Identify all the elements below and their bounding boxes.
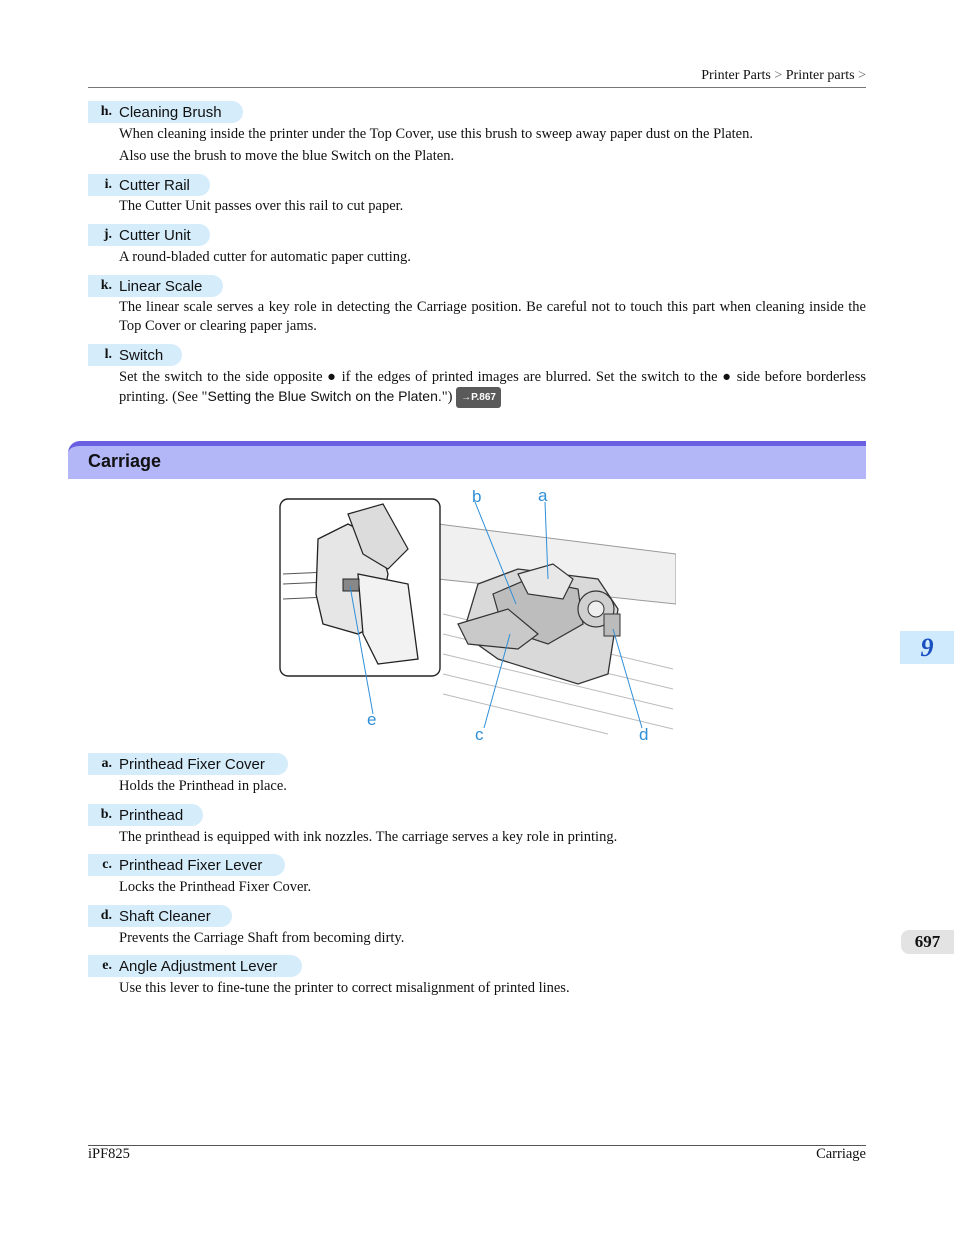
item-description: A round-bladed cutter for automatic paper cutting. [119,249,411,265]
page-reference-badge[interactable]: →P.867 [456,387,501,408]
chapter-tab[interactable]: 9 [900,631,954,664]
carriage-illustration [278,484,676,744]
item-letter: j. [103,227,112,242]
item-heading-cutter-rail [88,174,210,196]
desc-text: Set the switch to the side opposite ● if the edges of printed images are blurred. Set the switch to the ● side before borderless printing. (See " [119,369,866,405]
item-description: Use this lever to fine-tune the printer to correct misalignment of printed lines. [119,980,570,996]
item-heading-shaft-cleaner [88,905,232,927]
item-heading-printhead-fixer-cover [88,753,288,775]
section-title: Carriage [88,451,162,471]
item-description: Prevents the Carriage Shaft from becoming dirty. [119,930,405,946]
desc-line: Also use the brush to move the blue Switch on the Platen. [119,148,455,164]
item-description: The linear scale serves a key role in detecting the Carriage position. Be careful not to touch this part when cleaning inside the Top Cover or clearing paper jams. [119,299,866,334]
item-title: Cutter Rail [119,176,190,194]
item-title: Linear Scale [119,277,203,295]
item-title: Printhead Fixer Lever [119,856,263,874]
item-heading-linear-scale [88,275,223,297]
item-heading-printhead-fixer-lever [88,854,285,876]
item-heading-cleaning-brush [88,101,243,123]
item-description [119,125,866,166]
item-heading-switch [88,344,182,366]
item-heading-printhead [88,804,203,826]
item-description: The Cutter Unit passes over this rail to cut paper. [119,198,404,214]
item-title: Printhead Fixer Cover [119,755,265,773]
cross-reference-link[interactable]: Setting the Blue Switch on the Platen. [207,388,442,404]
desc-text: ") [441,389,453,405]
item-title: Switch [119,346,164,364]
footer-section: Carriage [816,1146,866,1162]
footer-model: iPF825 [88,1146,130,1162]
item-letter: c. [102,857,112,872]
breadcrumb [701,68,866,84]
item-letter: a. [101,756,112,771]
item-letter: e. [102,958,112,973]
desc-line: When cleaning inside the printer under the Top Cover, use this brush to sweep away paper dust on the Platen. [119,126,753,142]
footer-divider [88,1145,866,1146]
item-description [119,368,866,408]
item-letter: h. [100,104,112,119]
item-title: Cutter Unit [119,226,191,244]
callout-label-a: a [538,486,548,505]
item-description: Locks the Printhead Fixer Cover. [119,879,312,895]
item-description: The printhead is equipped with ink nozzles. The carriage serves a key role in printing. [119,829,618,845]
item-title: Cleaning Brush [119,103,222,121]
item-title: Printhead [119,806,184,824]
header-divider [88,87,866,88]
breadcrumb-item[interactable]: Printer Parts [701,68,771,83]
breadcrumb-item[interactable]: Printer parts [785,68,855,83]
item-letter: d. [100,908,112,923]
item-heading-cutter-unit [88,224,210,246]
item-letter: b. [100,807,112,822]
breadcrumb-separator: > [774,68,783,83]
callout-label-c: c [475,725,484,744]
item-description: Holds the Printhead in place. [119,778,287,794]
callout-label-b: b [472,487,482,506]
item-letter: l. [104,347,112,362]
breadcrumb-separator: > [858,68,866,83]
item-letter: i. [104,177,112,192]
item-title: Angle Adjustment Lever [119,957,278,975]
item-heading-angle-adjustment-lever [88,955,302,977]
callout-label-d: d [639,725,649,744]
callout-label-e: e [367,710,377,729]
item-title: Shaft Cleaner [119,907,211,925]
page-number: 697 [901,930,954,954]
section-header-bar [68,441,866,479]
item-letter: k. [100,278,112,293]
